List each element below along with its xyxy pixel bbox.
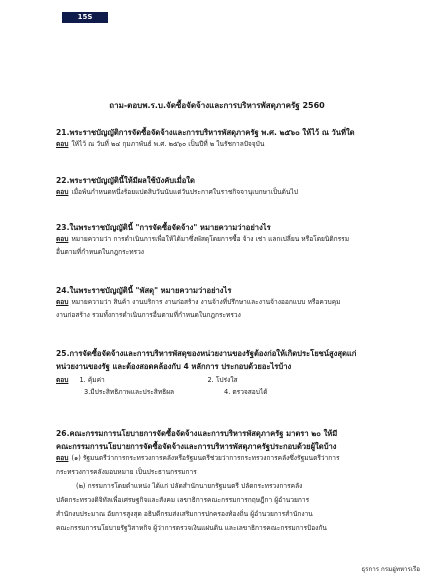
answer-22 [56,187,386,198]
question-25-line-1: 25.การจัดซื้อจัดจ้างและการบริหารพัสดุของหน่วยงานของรัฐต้องก่อให้เกิดประโยชน์สูงสุดแก่ [56,349,357,358]
answer-23-line-1: หมายความว่า การดำเนินการเพื่อให้ได้มาซึ่งพัสดุโดยการซื้อ จ้าง เช่า แลกเปลี่ยน หรือโดยนิติกรรม [71,235,350,243]
document-title: ถาม-ตอบพ.ร.บ.จัดซื้อจัดจ้างและการบริหารพัสดุภาครัฐ 2560 [109,101,325,110]
qa-section-24 [56,285,386,321]
answer-24-line-1: หมายความว่า สินค้า งานบริการ งานก่อสร้าง งานจ้างที่ปรึกษาและงานจ้างออกแบบ หรือควบคุม [71,298,341,306]
answer-label: ตอบ [56,188,69,196]
answer-26-line-1 [56,453,386,464]
question-25-line-2: หน่วยงานของรัฐ และต้องสอดคล้องกับ 4 หลักการ ประกอบด้วยอะไรบ้าง [56,362,292,371]
question-26-line-2: คณะกรรมการนโยบายการจัดซื้อจัดจ้างและการบริหารพัสดุภาครัฐประกอบด้วยผู้ใดบ้าง [56,442,337,451]
answer-label: ตอบ [56,140,69,148]
question-26-line-1: 26.คณะกรรมการนโยบายการจัดซื้อจัดจ้างและการบริหารพัสดุภาครัฐ มาตรา ๒๐ ให้มี [56,429,338,438]
option-3: 3.มีประสิทธิภาพและประสิทธิผล [84,388,175,396]
question-21: 21.พระราชบัญญัติการจัดซื้อจัดจ้างและการบริหารพัสดุภาครัฐ พ.ศ. ๒๕๖๐ ให้ไว้ ณ วันที่ใด [56,128,355,137]
answer-23 [56,234,386,245]
answer-24-line-2: งานก่อสร้าง รวมทั้งการดำเนินการอื่นตามที่กำหนดในกฎกระทรวง [56,311,241,319]
answer-24 [56,297,386,308]
options-indent [56,386,84,398]
question-23: 23.ในพระราชบัญญัตินี้ "การจัดซื้อจัดจ้าง" หมายความว่าอย่างไร [56,223,271,232]
answer-label: ตอบ [56,298,69,306]
option-2: 2. โปร่งใส [207,376,238,384]
option-1: 1. คุ้มค่า [79,376,105,384]
answer-26-line-5: สำนักงบประมาณ อัยการสูงสุด อธิบดีกรมส่งเสริมการปกครองท้องถิ่น ผู้อำนวยการสำนักงาน [56,510,313,518]
answer-26-line-2: กระทรวงการคลังมอบหมาย เป็นประธานกรรมการ [56,468,197,476]
answer-21-text: ให้ไว้ ณ วันที่ ๒๔ กุมภาพันธ์ พ.ศ. ๒๕๖๐ เป็นปีที่ ๒ ในรัชกาลปัจจุบัน [71,140,265,148]
footer-department: ธุรการ กรมอู่ทหารเรือ [361,566,420,573]
qa-section-23 [56,222,386,258]
answer-label: ตอบ [56,376,69,384]
qa-section-26 [56,428,386,534]
option-4: 4. ตรวจสอบได้ [224,388,268,396]
qa-section-22 [56,175,386,198]
answer-label: ตอบ [56,235,69,243]
options-row-2 [56,386,386,398]
qa-section-25 [56,348,386,398]
answer-26-line-1-text: (๑) รัฐมนตรีว่าการกระทรวงการคลังหรือรัฐมนตรีช่วยว่าการกระทรวงการคลังซึ่งรัฐมนตรีว่าการ [71,454,340,462]
qa-section-21 [56,127,386,150]
question-22: 22.พระราชบัญญัตินี้ให้มีผลใช้บังคับเมื่อใด [56,176,195,185]
answer-23-line-2: อื่นตามที่กำหนดในกฎกระทรวง [56,248,145,256]
answer-26-line-3: (๒) กรรมการโดยตำแหน่ง ได้แก่ ปลัดสำนักนายกรัฐมนตรี ปลัดกระทรวงการคลัง [76,482,303,490]
answer-22-text: เมื่อพ้นกำหนดหนึ่งร้อยแปดสิบวันนับแต่วันประกาศในราชกิจจานุเบกษาเป็นต้นไป [71,188,298,196]
answer-26-line-6: คณะกรรมการนโยบายรัฐวิสาหกิจ ผู้ว่าการตรวจเงินแผ่นดิน และเลขาธิการคณะกรรมการป้องกัน [56,524,327,532]
answer-26-line-4: ปลัดกระทรวงดิจิทัลเพื่อเศรษฐกิจและสังคม เลขาธิการคณะกรรมการกฤษฎีกา ผู้อำนวยการ [56,496,310,504]
answer-label: ตอบ [56,454,69,462]
question-24: 24.ในพระราชบัญญัตินี้ "พัสดุ" หมายความว่าอย่างไร [56,286,232,295]
answer-21 [56,139,386,150]
page-number-badge: 15S [62,12,108,23]
options-row-1 [56,374,386,386]
